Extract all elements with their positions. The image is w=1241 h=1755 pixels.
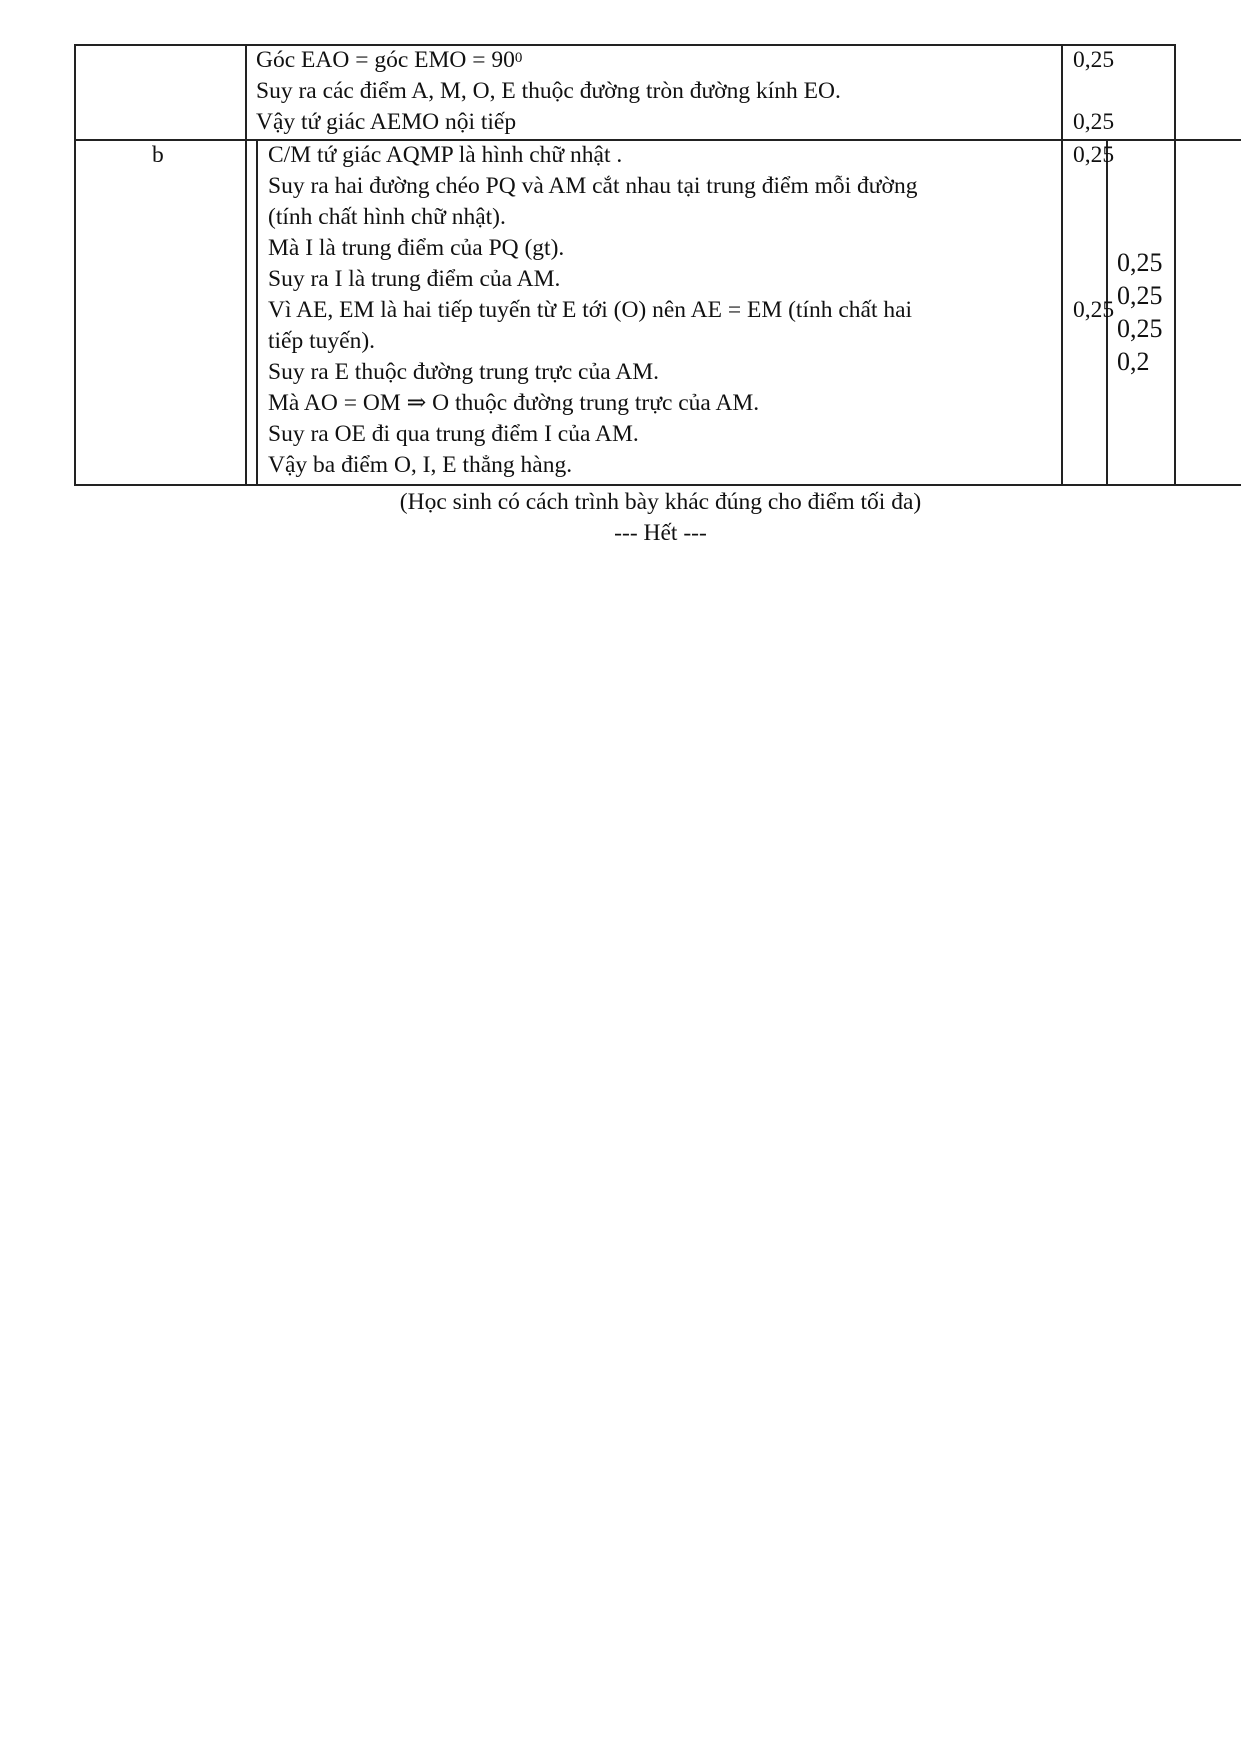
row-divider: [74, 139, 1241, 141]
end-marker: --- Hết ---: [614, 520, 707, 546]
table-left-border: [74, 44, 76, 485]
row2-line-4: Mà I là trung điểm của PQ (gt).: [268, 235, 565, 261]
row2-line-2: Suy ra hai đường chéo PQ và AM cắt nhau tại trung điểm mỗi đường: [268, 173, 918, 199]
row2-score-col2-1: 0,25: [1117, 248, 1163, 277]
table-bottom-border: [74, 484, 1241, 486]
row2-line-8: Suy ra E thuộc đường trung trực của AM.: [268, 359, 659, 385]
score-column-divider: [1061, 44, 1063, 485]
row2-line-9: Mà AO = OM ⇒ O thuộc đường trung trực của AM.: [268, 390, 760, 416]
degree-superscript: 0: [514, 50, 523, 66]
row1-line-1: [256, 45, 522, 76]
row2-line-11: Vậy ba điểm O, I, E thẳng hàng.: [268, 452, 573, 478]
row1-line-3: Vậy tứ giác AEMO nội tiếp: [256, 109, 517, 135]
table-right-border: [1174, 44, 1176, 485]
row2-line-1: C/M tứ giác AQMP là hình chữ nhật .: [268, 142, 623, 168]
table-top-border: [74, 44, 1175, 46]
row2-label: b: [152, 142, 164, 168]
row1-score-1: 0,25: [1073, 47, 1115, 73]
label-column-divider: [245, 44, 247, 485]
row2-line-7: tiếp tuyến).: [268, 328, 376, 354]
row2-line-6: Vì AE, EM là hai tiếp tuyến từ E tới (O) nên AE = EM (tính chất hai: [268, 297, 913, 323]
row1-score-2: 0,25: [1073, 109, 1115, 135]
row2-score-col2-2: 0,25: [1117, 281, 1163, 310]
row2-score-col1-2: 0,25: [1073, 297, 1115, 323]
row2-line-3: (tính chất hình chữ nhật).: [268, 204, 506, 230]
footer-note: (Học sinh có cách trình bày khác đúng cho điểm tối đa): [399, 489, 922, 515]
row2-score-col2-4: 0,2: [1117, 347, 1150, 376]
row1-line-2: Suy ra các điểm A, M, O, E thuộc đường tròn đường kính EO.: [256, 78, 841, 104]
row2-score-col2-3: 0,25: [1117, 314, 1163, 343]
row2-line-10: Suy ra OE đi qua trung điểm I của AM.: [268, 421, 639, 447]
row2-line-5: Suy ra I là trung điểm của AM.: [268, 266, 561, 292]
row2-score-col1-1: 0,25: [1073, 142, 1115, 168]
row1-line-1-text: Góc EAO = góc EMO = 90: [256, 47, 515, 73]
inner-content-border-left: [256, 139, 258, 485]
